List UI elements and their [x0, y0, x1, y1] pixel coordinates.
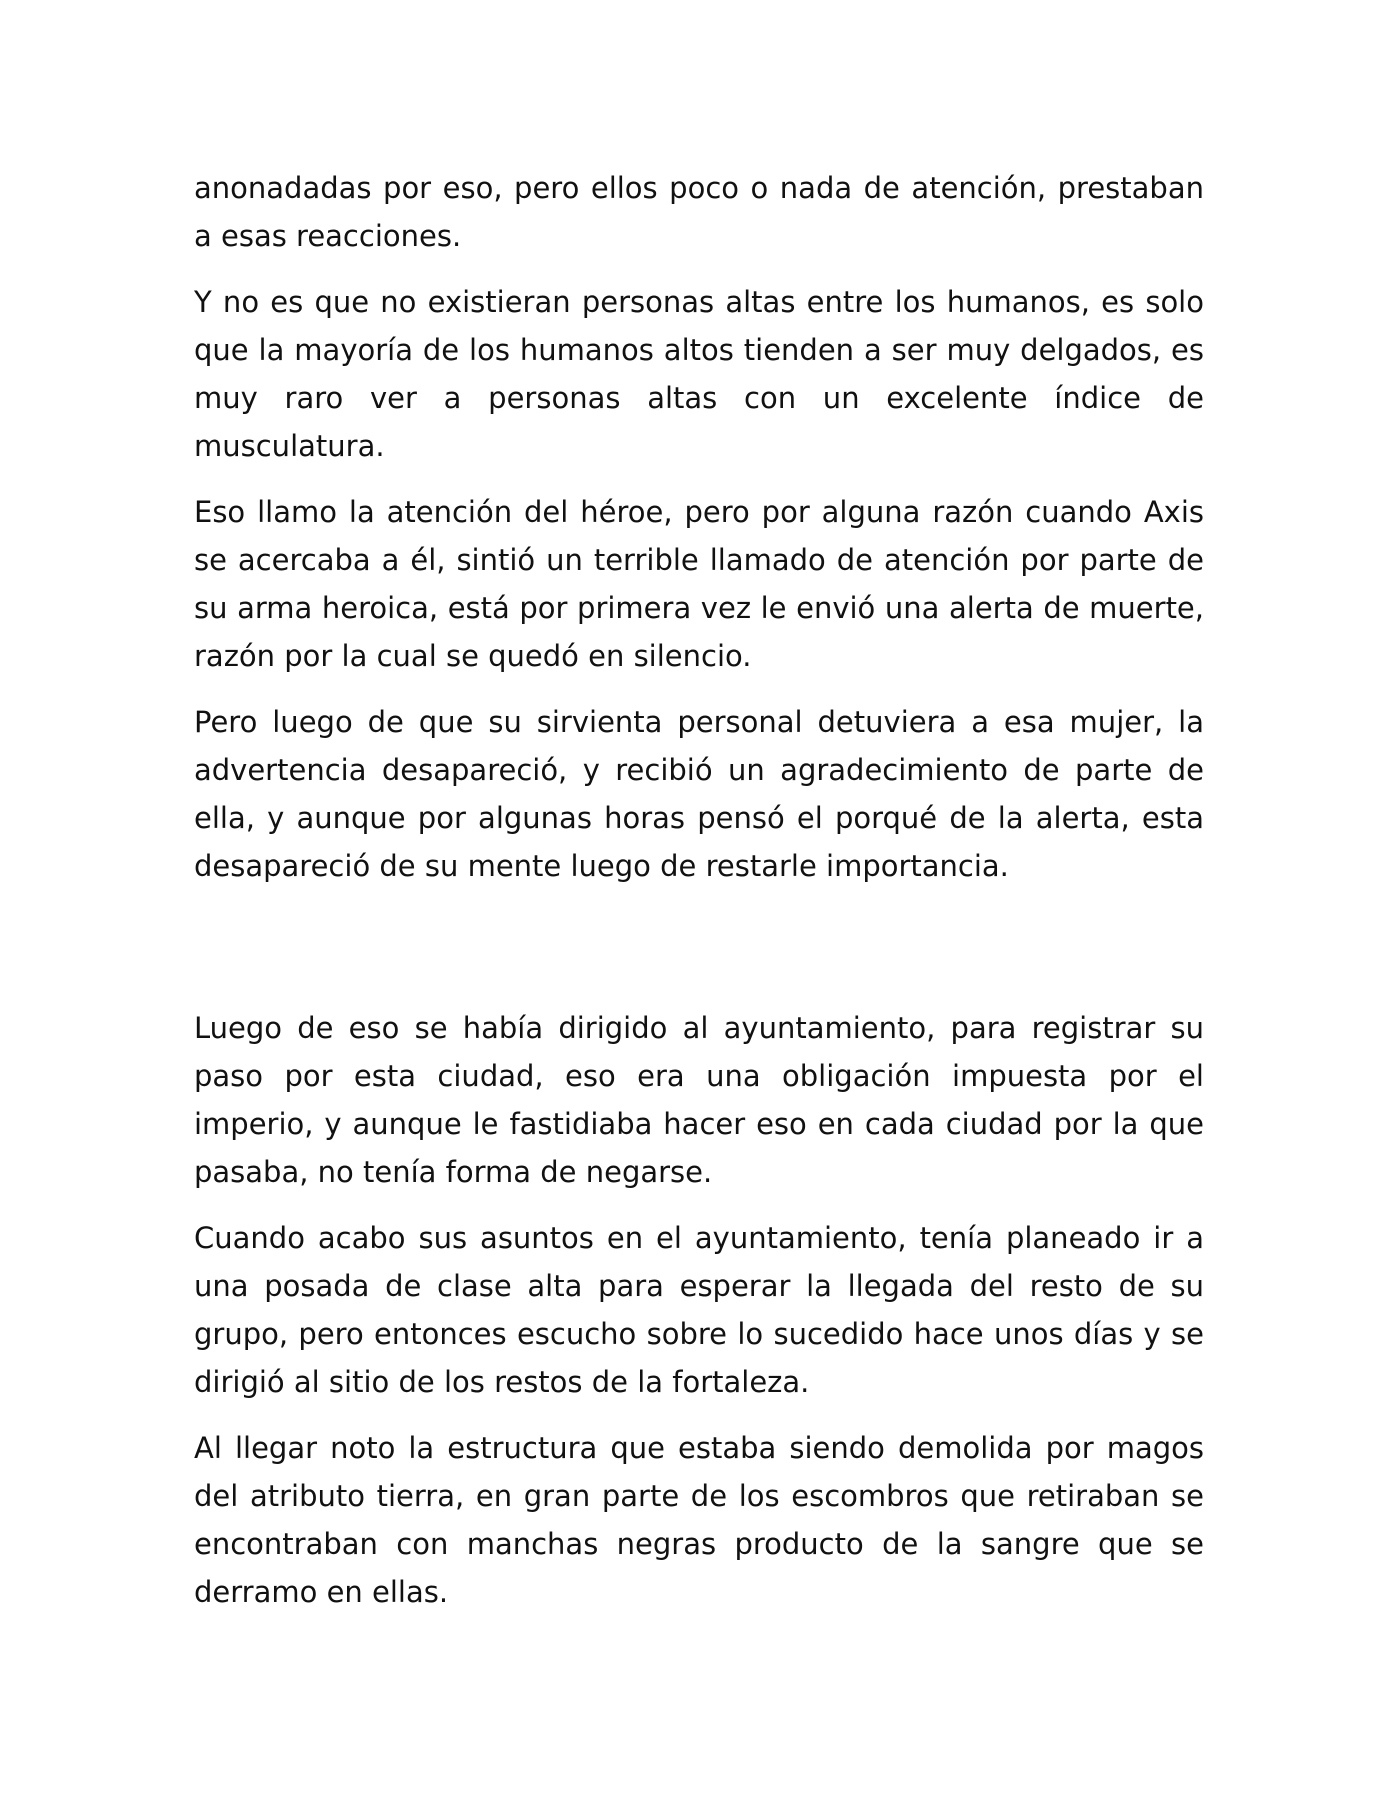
paragraph: Eso llamo la atención del héroe, pero por alguna razón cuando Axis se acercaba a él, sintió un terrible llamado de atención por parte de su arma heroica, está por primera vez le envió una alerta de muerte, razón por la cual se quedó en silencio.: [194, 495, 1204, 673]
paragraph: Y no es que no existieran personas altas entre los humanos, es solo que la mayoría de los humanos altos tienden a ser muy delgados, es muy raro ver a personas altas con un excelente índice de musculatura.: [194, 285, 1204, 463]
paragraph: Al llegar noto la estructura que estaba siendo demolida por magos del atributo tierra, en gran parte de los escombros que retiraban se encontraban con manchas negras producto de la sangre que se derramo en ellas.: [194, 1431, 1204, 1609]
paragraph: Pero luego de que su sirvienta personal detuviera a esa mujer, la advertencia desapareció, y recibió un agradecimiento de parte de ella, y aunque por algunas horas pensó el porqué de la alerta, esta desapareció de su mente luego de restarle importancia.: [194, 705, 1204, 883]
paragraph: anonadadas por eso, pero ellos poco o nada de atención, prestaban a esas reacciones.: [194, 171, 1204, 253]
paragraph: Cuando acabo sus asuntos en el ayuntamiento, tenía planeado ir a una posada de clase alta para esperar la llegada del resto de su grupo, pero entonces escucho sobre lo sucedido hace unos días y se dirigió al sitio de los restos de la fortaleza.: [194, 1221, 1204, 1399]
body-text: [194, 164, 1204, 1634]
paragraph: Luego de eso se había dirigido al ayuntamiento, para registrar su paso por esta ciudad, eso era una obligación impuesta por el imperio, y aunque le fastidiaba hacer eso en cada ciudad por la que pasaba, no tenía forma de negarse.: [194, 1011, 1204, 1189]
